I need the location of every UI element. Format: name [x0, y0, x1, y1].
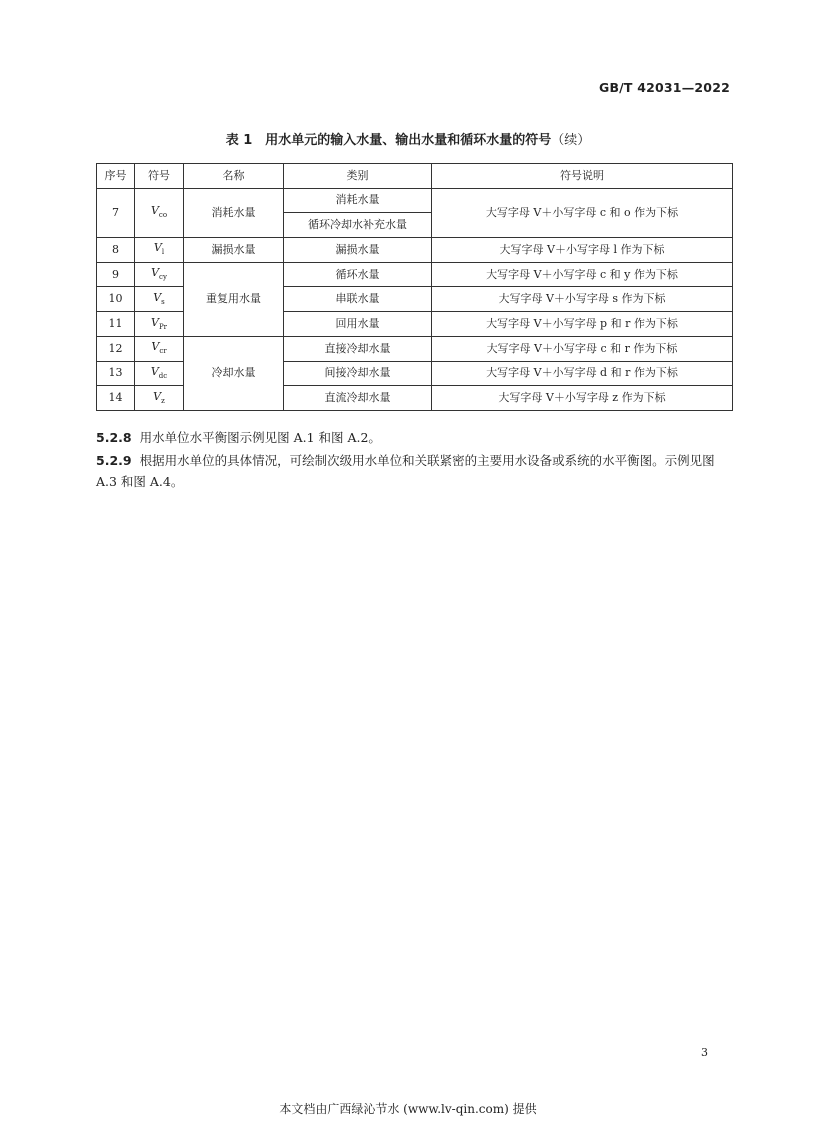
header-category: 类别	[284, 164, 432, 189]
row-description: 大写字母 V＋小写字母 d 和 r 作为下标	[432, 361, 733, 386]
row-symbol	[135, 386, 184, 411]
row-symbol	[135, 238, 184, 263]
row-symbol	[135, 287, 184, 312]
row-category: 直接冷却水量	[284, 336, 432, 361]
table-row	[97, 188, 733, 213]
symbol-letter: V	[153, 389, 162, 403]
symbol-letter: V	[150, 315, 159, 329]
table-title-continued: （续）	[551, 133, 591, 148]
symbol-subscript: co	[158, 211, 168, 220]
table-row	[97, 336, 733, 361]
standard-code: GB/T 42031—2022	[598, 80, 730, 95]
row-name: 消耗水量	[184, 188, 284, 237]
row-symbol	[135, 336, 184, 361]
footer-note: 本文档由广西绿沁节水 (www.lv-qin.com) 提供	[279, 1102, 537, 1116]
symbol-letter: V	[151, 266, 160, 280]
symbol-subscript: z	[161, 396, 165, 405]
row-category: 回用水量	[284, 312, 432, 337]
symbol-letter: V	[151, 340, 160, 354]
row-description: 大写字母 V＋小写字母 s 作为下标	[432, 287, 733, 312]
table-row	[97, 238, 733, 263]
table-header-row	[97, 164, 733, 189]
clause-text: 用水单位水平衡图示例见图 A.1 和图 A.2。	[139, 430, 381, 445]
row-description: 大写字母 V＋小写字母 p 和 r 作为下标	[432, 312, 733, 337]
row-no: 9	[97, 262, 135, 287]
row-symbol	[135, 188, 184, 237]
row-category: 循环冷却水补充水量	[284, 213, 432, 238]
row-symbol	[135, 262, 184, 287]
symbol-subscript: s	[161, 298, 165, 307]
symbol-letter: V	[150, 204, 159, 218]
header-description: 符号说明	[432, 164, 733, 189]
row-name: 漏损水量	[184, 238, 284, 263]
row-description: 大写字母 V＋小写字母 z 作为下标	[432, 386, 733, 411]
row-no: 14	[97, 386, 135, 411]
symbol-table	[96, 163, 733, 411]
symbol-letter: V	[153, 241, 162, 255]
clause-number: 5.2.9	[96, 453, 132, 468]
paragraph-5-2-9	[96, 450, 736, 492]
symbol-subscript: cy	[159, 273, 167, 282]
row-description: 大写字母 V＋小写字母 c 和 r 作为下标	[432, 336, 733, 361]
table-title	[0, 129, 816, 148]
header-symbol: 符号	[135, 164, 184, 189]
row-no: 8	[97, 238, 135, 263]
row-description: 大写字母 V＋小写字母 c 和 y 作为下标	[432, 262, 733, 287]
symbol-subscript: Pr	[158, 322, 167, 331]
symbol-subscript: dc	[158, 372, 168, 381]
row-symbol	[135, 312, 184, 337]
paragraph-5-2-8	[96, 427, 736, 448]
symbol-letter: V	[150, 364, 159, 378]
row-name: 重复用水量	[184, 262, 284, 336]
row-no: 12	[97, 336, 135, 361]
row-category: 循环水量	[284, 262, 432, 287]
row-no: 11	[97, 312, 135, 337]
symbol-letter: V	[153, 290, 162, 304]
row-category: 消耗水量	[284, 188, 432, 213]
row-no: 10	[97, 287, 135, 312]
table-row	[97, 262, 733, 287]
row-category: 漏损水量	[284, 238, 432, 263]
row-no: 7	[97, 188, 135, 237]
clause-text: 根据用水单位的具体情况，可绘制次级用水单位和关联紧密的主要用水设备或系统的水平衡图。示例见图 A.3 和图 A.4。	[96, 453, 715, 489]
row-description: 大写字母 V＋小写字母 c 和 o 作为下标	[432, 188, 733, 237]
header-no: 序号	[97, 164, 135, 189]
row-name: 冷却水量	[184, 336, 284, 410]
symbol-subscript: l	[161, 248, 165, 257]
table-title-text: 表 1 用水单元的输入水量、输出水量和循环水量的符号	[225, 133, 552, 148]
row-symbol	[135, 361, 184, 386]
row-category: 串联水量	[284, 287, 432, 312]
clause-number: 5.2.8	[96, 430, 132, 445]
header-name: 名称	[184, 164, 284, 189]
row-description: 大写字母 V＋小写字母 l 作为下标	[432, 238, 733, 263]
row-category: 直流冷却水量	[284, 386, 432, 411]
symbol-subscript: cr	[159, 347, 167, 356]
row-no: 13	[97, 361, 135, 386]
row-category: 间接冷却水量	[284, 361, 432, 386]
page-number: 3	[701, 1046, 708, 1059]
